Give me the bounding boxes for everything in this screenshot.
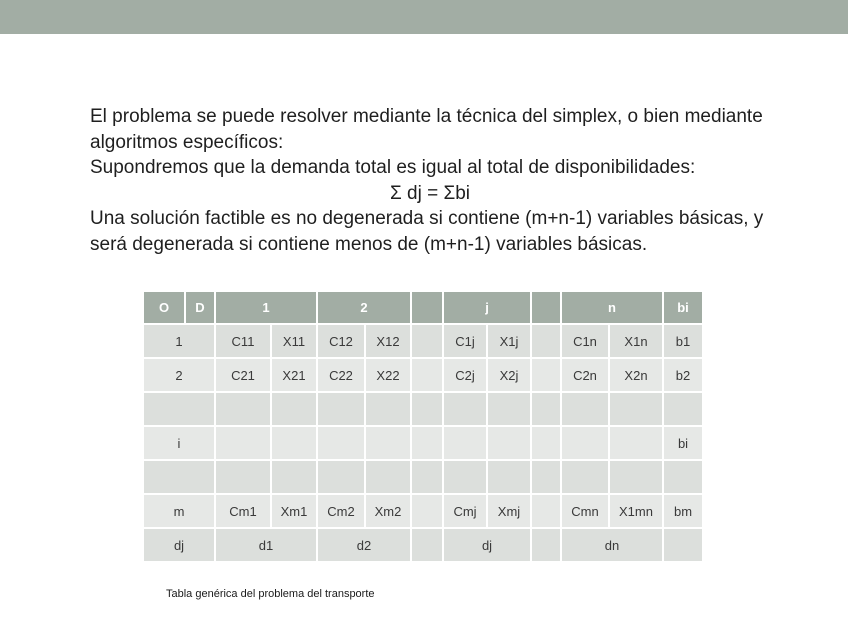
table-cell: dn	[562, 529, 662, 561]
table-cell: 2	[144, 359, 214, 391]
table-cell	[412, 461, 442, 493]
table-row	[144, 495, 702, 527]
table-cell	[532, 495, 560, 527]
table-cell: C22	[318, 359, 364, 391]
table-cell	[532, 461, 560, 493]
table-cell	[366, 461, 410, 493]
table-cell	[532, 325, 560, 357]
table-cell	[610, 461, 662, 493]
table-row	[144, 359, 702, 391]
table-cell: d2	[318, 529, 410, 561]
table-cell	[366, 427, 410, 459]
table-cell: b2	[664, 359, 702, 391]
table-cell	[610, 427, 662, 459]
formula: Σ dj = Σbi	[390, 182, 470, 204]
table-cell	[412, 495, 442, 527]
table-cell: dj	[444, 529, 530, 561]
table-cell: X11	[272, 325, 316, 357]
table-cell	[318, 427, 364, 459]
table-cell: C2n	[562, 359, 608, 391]
table-cell: Xm1	[272, 495, 316, 527]
header-cell: 1	[216, 292, 316, 323]
table-cell: m	[144, 495, 214, 527]
table-cell	[532, 427, 560, 459]
table-cell: Xmj	[488, 495, 530, 527]
paragraph-simplex: El problema se puede resolver mediante la técnica del simplex, o bien mediante algoritmos específicos:	[90, 106, 763, 153]
table-cell	[412, 427, 442, 459]
table-cell: bi	[664, 427, 702, 459]
table-cell: C1j	[444, 325, 486, 357]
table-cell: C11	[216, 325, 270, 357]
table-cell: Xm2	[366, 495, 410, 527]
header-cell	[532, 292, 560, 323]
table-cell	[562, 461, 608, 493]
paragraph-demand: Supondremos que la demanda total es igual al total de disponibilidades:	[90, 157, 696, 178]
table-cell	[562, 427, 608, 459]
table-cell: X1j	[488, 325, 530, 357]
table-cell: d1	[216, 529, 316, 561]
table-cell	[318, 393, 364, 425]
table-cell	[488, 393, 530, 425]
table-cell: Cmj	[444, 495, 486, 527]
table-cell: bm	[664, 495, 702, 527]
table-cell	[562, 393, 608, 425]
header-cell: 2	[318, 292, 410, 323]
table-cell	[444, 393, 486, 425]
table-cell	[216, 427, 270, 459]
header-cell: j	[444, 292, 530, 323]
slide-body	[90, 104, 780, 257]
table-cell	[412, 529, 442, 561]
table-cell: Cmn	[562, 495, 608, 527]
table-cell: b1	[664, 325, 702, 357]
header-cell-bi: bi	[664, 292, 702, 323]
header-cell-origin: O	[144, 292, 184, 323]
table-cell	[144, 393, 214, 425]
table-cell	[318, 461, 364, 493]
table-cell	[488, 427, 530, 459]
table-row	[144, 325, 702, 357]
header-cell	[412, 292, 442, 323]
paragraph-solution: Una solución factible es no degenerada si contiene (m+n-1) variables básicas, y será degenerada si contiene menos de (m+n-1) variables básicas.	[90, 208, 764, 255]
table-cell	[216, 393, 270, 425]
table-cell	[610, 393, 662, 425]
table-cell: C1n	[562, 325, 608, 357]
table-cell	[532, 359, 560, 391]
table-cell: Cm1	[216, 495, 270, 527]
table-cell	[532, 393, 560, 425]
table-cell	[664, 393, 702, 425]
table-cell: C2j	[444, 359, 486, 391]
top-banner	[0, 0, 848, 34]
table-cell	[412, 325, 442, 357]
table-cell: X12	[366, 325, 410, 357]
table-cell	[532, 529, 560, 561]
table-cell: 1	[144, 325, 214, 357]
table-row	[144, 461, 702, 493]
table-cell	[272, 393, 316, 425]
table-cell	[144, 461, 214, 493]
table-cell: X21	[272, 359, 316, 391]
table-cell	[272, 461, 316, 493]
table-cell: X2j	[488, 359, 530, 391]
table-caption: Tabla genérica del problema del transporte	[166, 588, 375, 600]
table-cell: X1mn	[610, 495, 662, 527]
table-cell	[216, 461, 270, 493]
table-cell: i	[144, 427, 214, 459]
table-cell	[444, 461, 486, 493]
table-cell	[664, 461, 702, 493]
table-cell	[488, 461, 530, 493]
table-cell	[412, 359, 442, 391]
table-cell: X22	[366, 359, 410, 391]
header-cell-destination: D	[186, 292, 214, 323]
table-cell: X2n	[610, 359, 662, 391]
table-cell	[664, 529, 702, 561]
transport-table	[142, 290, 704, 563]
table-cell	[444, 427, 486, 459]
table-row	[144, 427, 702, 459]
table-cell	[366, 393, 410, 425]
table-cell	[272, 427, 316, 459]
table-cell: C12	[318, 325, 364, 357]
table-cell: Cm2	[318, 495, 364, 527]
table-cell	[412, 393, 442, 425]
header-row	[144, 292, 702, 323]
header-cell: n	[562, 292, 662, 323]
table-row	[144, 393, 702, 425]
table-cell: X1n	[610, 325, 662, 357]
table-cell: dj	[144, 529, 214, 561]
table-cell: C21	[216, 359, 270, 391]
demand-row	[144, 529, 702, 561]
